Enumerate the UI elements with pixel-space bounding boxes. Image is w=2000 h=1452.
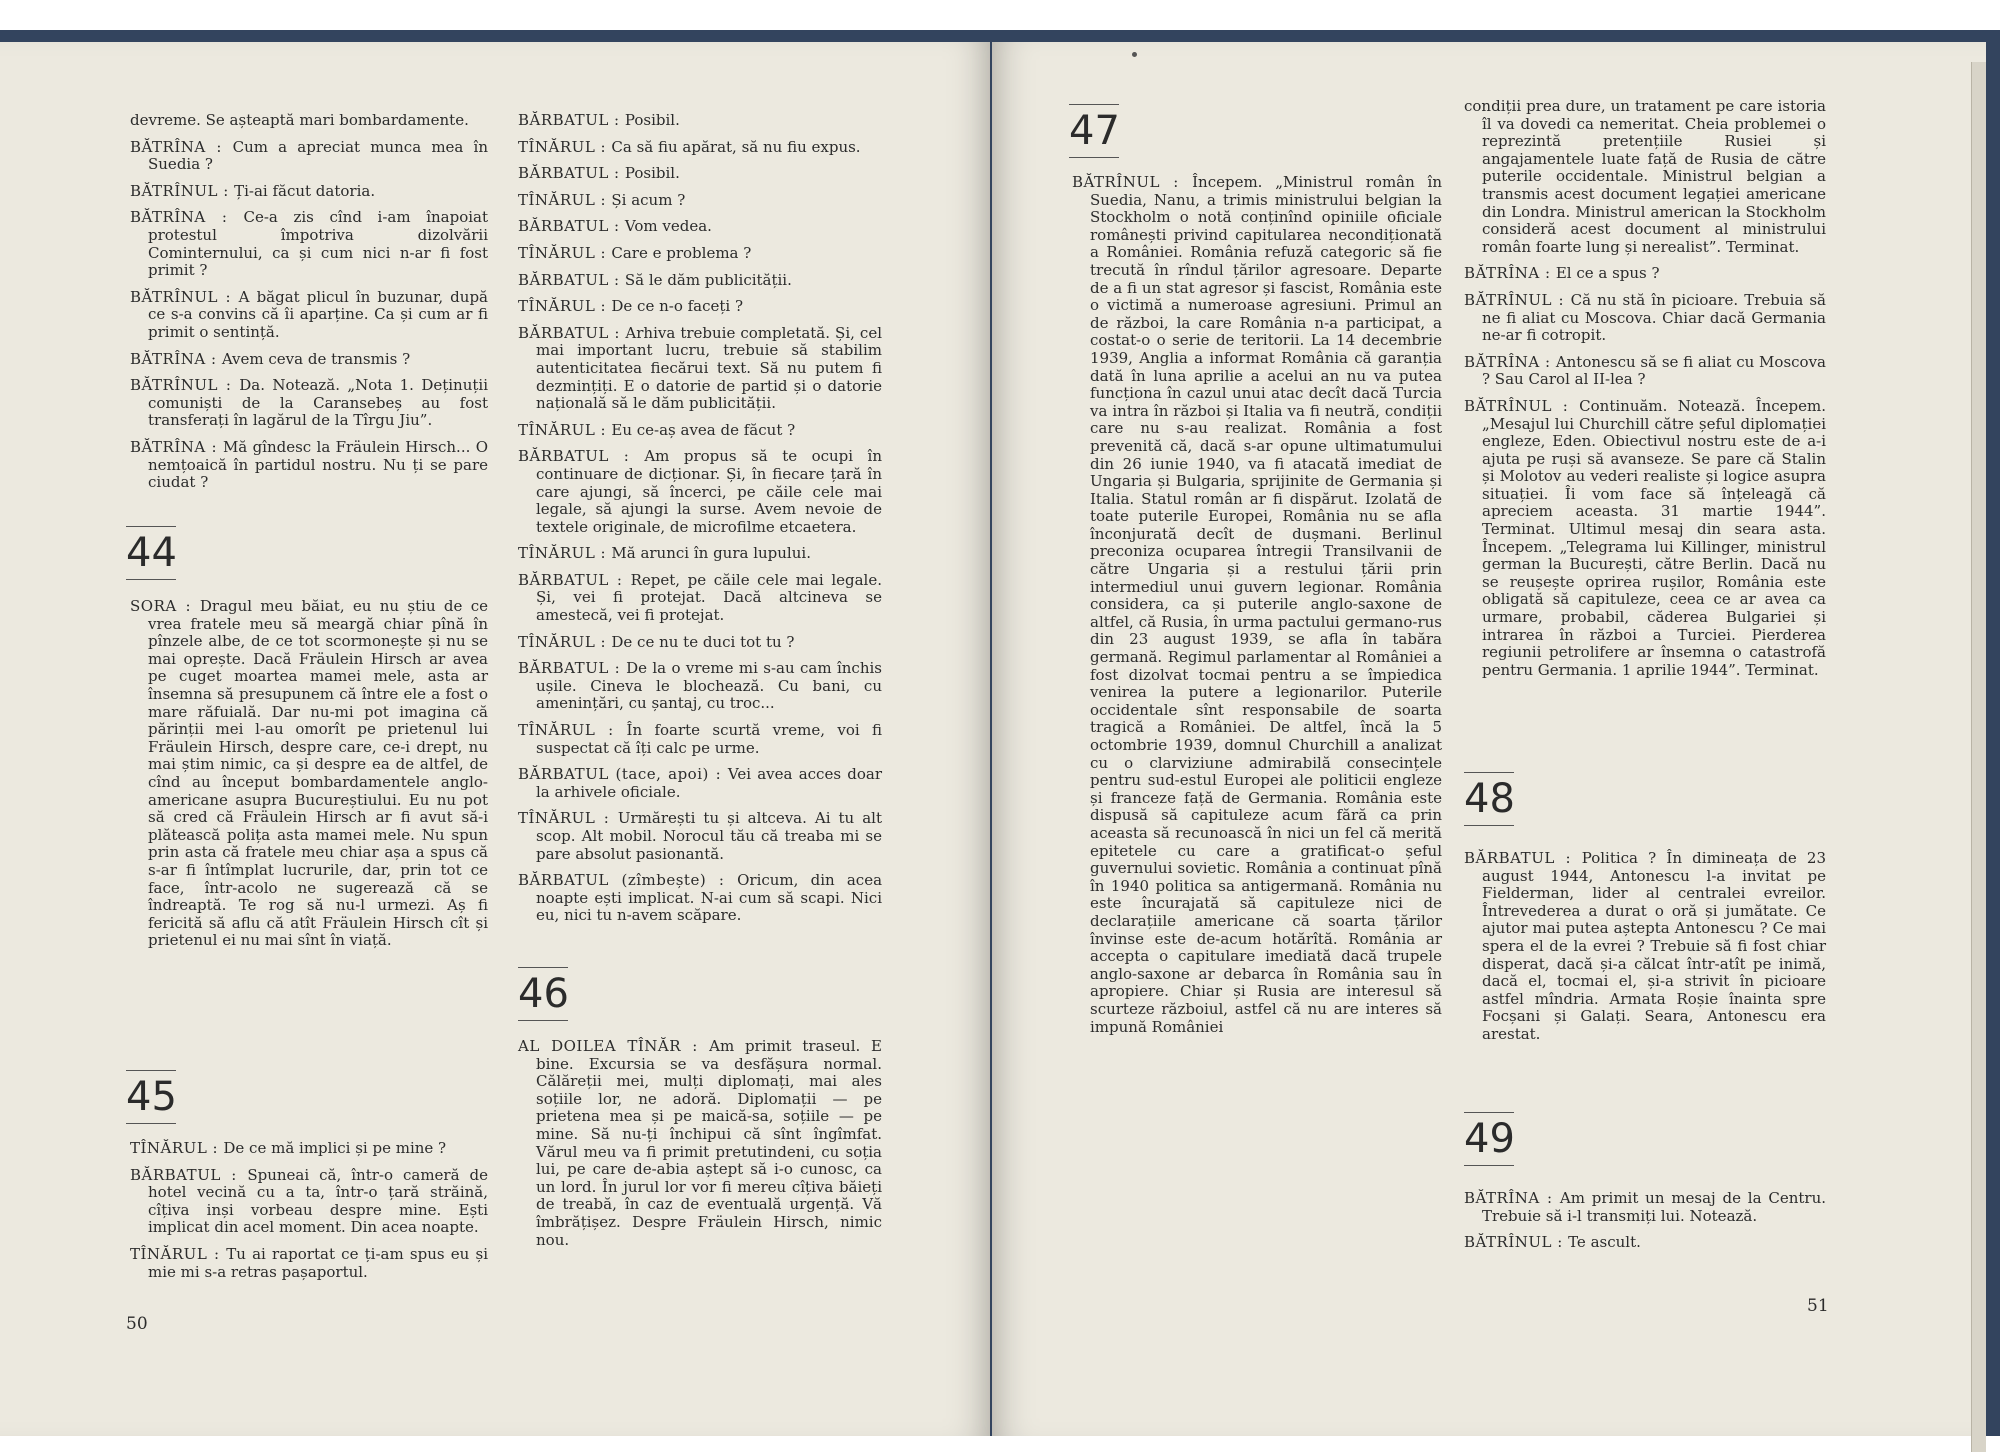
dialogue-text: Am propus să te ocupi în continuare de dicționar. Și, în fiecare țară în care ajungi, să încerci, pe căile cele mai legale, să ajungi la surse. Avem nevoie de textele originale, de microfilme etcaetera. bbox=[536, 447, 883, 536]
dialogue-text: De ce nu te duci tot tu ? bbox=[611, 632, 795, 651]
dialogue-text: Continuăm. Notează. Începem. „Mesajul lui Churchill către șeful diplomației engleze, Eden. Obiectivul nostru este de a-i ajuta pe ruși să avanseze. Se pare că Stalin și Molotov au vederi realiste și logice asupra situației. Îi vom face să înțeleagă că apreciem aceasta. 31 martie 1944”. Terminat. Ultimul mesaj din seara asta. Începem. „Telegrama lui Killinger, ministrul german la București, către Berlin. Dacă nu se reușește oprirea rușilor, România este obligată să capituleze, ceea ce ar avea ca urmare, probabil, căderea Bulgariei și intrarea în război a Turciei. Pierderea regiunii petrolifere ar însemna o catastrofă pentru Germania. 1 aprilie 1944”. Terminat. bbox=[1482, 396, 1826, 679]
dialogue-text: A băgat plicul în buzunar, după ce s-a convins că îi aparține. Ca și cum ar fi primit o sentință. bbox=[148, 287, 488, 341]
dialogue-line bbox=[518, 245, 882, 263]
dialogue-line bbox=[518, 766, 882, 801]
speaker-label: BĂTRÎNA : bbox=[130, 437, 223, 456]
dialogue-line bbox=[130, 377, 488, 430]
dialogue-line bbox=[130, 139, 488, 174]
speaker-label: BĂRBATUL : bbox=[1464, 849, 1582, 867]
dialogue-text: devreme. Se așteaptă mari bombardamente. bbox=[130, 111, 469, 129]
dialogue-text: Am primit traseul. E bine. Excursia se va desfășura normal. Călăreții mei, mulți diplomați, mai ales soțiile lor, ne adoră. Diplomații — pe prietena mea și pe maică-sa, soțiile — pe mine. Să nu-ți închipui că sînt îngîmfat. Vărul meu va fi primit pretutindeni, cu soția lui, pe care de-abia aștept să i-o cunosc, ca un lord. În jurul lor vor fi mereu cîțiva băieți de treabă, în caz de eventuală urgență. Vă îmbrățișez. Despre Fräulein Hirsch, nimic nou. bbox=[536, 1037, 883, 1249]
right-page bbox=[992, 42, 1986, 1436]
speaker-label: BĂRBATUL : bbox=[518, 164, 625, 183]
dialogue-line bbox=[518, 139, 882, 157]
speaker-label: BĂTRÎNA : bbox=[130, 137, 233, 156]
dialogue-text: În foarte scurtă vreme, voi fi suspectat că îți calc pe urme. bbox=[536, 721, 883, 757]
scene-number-48: 48 bbox=[1464, 772, 1514, 826]
dialogue-line bbox=[518, 422, 882, 440]
dialogue-line bbox=[130, 183, 488, 201]
speaker-label: TÎNĂRUL : bbox=[518, 297, 612, 316]
left-col2-top bbox=[518, 112, 882, 925]
dialogue-text: Ca să fiu apărat, să nu fiu expus. bbox=[611, 137, 861, 156]
dialogue-line bbox=[130, 439, 488, 492]
speaker-label: TÎNĂRUL : bbox=[518, 721, 627, 740]
dialogue-line bbox=[1072, 174, 1442, 1036]
dialogue-line bbox=[518, 165, 882, 183]
dialogue-line bbox=[1464, 292, 1826, 345]
dialogue-line bbox=[130, 112, 488, 130]
dialogue-line bbox=[130, 289, 488, 342]
scene-number-44: 44 bbox=[126, 526, 176, 580]
speaker-label: BĂRBATUL : bbox=[130, 1165, 248, 1184]
dialogue-line bbox=[1464, 1190, 1826, 1225]
speaker-label: BĂTRÎNUL : bbox=[1464, 396, 1580, 415]
dialogue-line bbox=[1464, 1234, 1826, 1252]
dialogue-line bbox=[518, 325, 882, 413]
speaker-label: TÎNĂRUL : bbox=[130, 1244, 227, 1263]
dialogue-line bbox=[130, 1246, 488, 1281]
dialogue-line bbox=[1464, 354, 1826, 389]
speaker-label: BĂTRÎNUL : bbox=[130, 376, 240, 395]
speaker-label: BĂRBATUL : bbox=[518, 111, 625, 129]
speaker-label: BĂTRÎNUL : bbox=[130, 287, 239, 306]
dialogue-text: Vom vedea. bbox=[624, 217, 712, 236]
dialogue-text: Arhiva trebuie completată. Și, cel mai important lucru, trebuie să stabilim autenticitatea fiecărui text. Să nu putem fi dezmințiți. E o datorie de partid și o datorie națională să le dăm publicității. bbox=[536, 323, 882, 413]
speaker-label: TÎNĂRUL : bbox=[518, 137, 612, 156]
dialogue-line bbox=[518, 634, 882, 652]
dialogue-line bbox=[518, 192, 882, 210]
dialogue-text: Posibil. bbox=[624, 164, 680, 183]
dialogue-line bbox=[518, 872, 882, 925]
dialogue-line bbox=[1464, 398, 1826, 680]
scene-number-45: 45 bbox=[126, 1070, 176, 1124]
speaker-label: BĂRBATUL (tace, apoi) : bbox=[518, 765, 728, 784]
dialogue-text: Oricum, din acea noapte ești implicat. N-ai cum să scapi. Nici eu, nici tu n-avem scăpare. bbox=[536, 871, 883, 925]
dialogue-line bbox=[130, 351, 488, 369]
dialogue-text: Ți-ai făcut datoria. bbox=[234, 181, 376, 200]
speaker-label: BĂTRÎNUL : bbox=[1464, 1233, 1569, 1252]
dialogue-text: El ce a spus ? bbox=[1555, 264, 1660, 283]
dialogue-text: Cum a apreciat munca mea în Suedia ? bbox=[148, 137, 489, 174]
speaker-label: BĂRBATUL : bbox=[518, 659, 627, 678]
speaker-label: TÎNĂRUL : bbox=[130, 1139, 224, 1157]
speaker-label: BĂTRÎNUL : bbox=[1464, 290, 1571, 309]
dialogue-text: Antonescu să se fi aliat cu Moscova ? Sau Carol al II-lea ? bbox=[1482, 352, 1826, 389]
scene-number-46: 46 bbox=[518, 967, 568, 1021]
dialogue-line bbox=[130, 209, 488, 279]
speaker-label: TÎNĂRUL : bbox=[518, 243, 612, 262]
dialogue-line bbox=[518, 272, 882, 290]
dialogue-line bbox=[518, 448, 882, 536]
dialogue-text: Dragul meu băiat, eu nu știu de ce vrea fratele meu să meargă chiar pînă în pînzele albe, de ce tot scormonește și nu se mai oprește. Dacă Fräulein Hirsch ar avea pe cuget moartea mamei mele, asta ar însemna să presupunem că între ele a fost o mare răfuială. Dar nu-mi pot imagina că părinții mei l-au omorît pe prietenul lui Fräulein Hirsch, despre care, ce-i drept, nu mai știm nimic, ca și despre ea de altfel, de cînd au început bombardamentele anglo-americane asupra Bucureștiului. Eu nu pot să cred că Fräulein Hirsch ar fi avut să-i plătească polița asta mamei mele. Nu spun prin asta că fratele meu chiar așa a spus că s-ar fi întîmplat lucrurile, dar, prin tot ce face, într-acolo ne sugerează că se îndreaptă. Te rog să nu-l urmezi. Aș fi fericită să aflu că atît Fräulein Hirsch cît și prietenul ei nu mai sînt în viață. bbox=[148, 597, 489, 950]
dialogue-text: Am primit un mesaj de la Centru. Trebuie să i-l transmiți lui. Notează. bbox=[1482, 1189, 1826, 1225]
speaker-label: BĂRBATUL : bbox=[518, 323, 626, 342]
speaker-label: AL DOILEA TÎNĂR : bbox=[518, 1037, 710, 1055]
speaker-label: BĂRBATUL : bbox=[518, 447, 645, 466]
dialogue-text: De ce n-o faceți ? bbox=[611, 297, 744, 316]
page-number-right: 51 bbox=[1807, 1296, 1829, 1316]
left-col1-top bbox=[130, 112, 488, 492]
dialogue-text: Mă arunci în gura lupului. bbox=[611, 544, 811, 563]
dialogue-text: Care e problema ? bbox=[611, 243, 752, 262]
dialogue-line bbox=[518, 660, 882, 713]
speaker-label: TÎNĂRUL : bbox=[518, 809, 618, 828]
dialogue-text: Eu ce-aș avea de făcut ? bbox=[611, 420, 796, 439]
dialogue-text: condiții prea dure, un tratament pe care istoria îl va dovedi ca nemeritat. Cheia problemei o reprezintă pretențiile Rusiei și angajamentele luate față de Rusia de către puterile occidentale. Ministrul belgian a transmis acest document legației americane din Londra. Ministrul american la Stockholm consideră acest document al ministrului român foarte lung și nerealist”. Terminat. bbox=[1464, 97, 1826, 256]
speaker-label: BĂRBATUL : bbox=[518, 570, 631, 589]
page-number-left: 50 bbox=[126, 1314, 148, 1334]
left-col1-scene-44 bbox=[130, 598, 488, 950]
dialogue-line bbox=[518, 722, 882, 757]
dialogue-line bbox=[1464, 850, 1826, 1044]
dialogue-line bbox=[130, 1167, 488, 1237]
dialogue-text: De ce mă implici și pe mine ? bbox=[223, 1139, 447, 1157]
dialogue-text: Posibil. bbox=[624, 111, 680, 129]
dialogue-text: Să le dăm publicității. bbox=[624, 270, 792, 289]
dialogue-text: Începem. „Ministrul român în Suedia, Nanu, a trimis ministrului belgian la Stockholm o notă conținînd opiniile oficiale românești privind capitularea necondiționată a României. România refuză categoric să fie trecută în rîndul țărilor agresoare. Departe de a fi un stat agresor și fascist, România este o victimă a numeroase agresiuni. Primul an de război, la care România n-a participat, a costat-o o serie de teritorii. La 14 decembrie 1939, Anglia a informat România că garanția dată în luna aprilie a acelui an nu va putea funcționa în cazul unui atac decît dacă Turcia va intra în război și Italia va fi neutră, condiții care nu s-au realizat. România a fost prevenită că, dacă s-ar opune ultimatumului din 26 iunie 1940, va fi atacată imediat de Ungaria și Bulgaria, sprijinite de Germania și Italia. Statul român ar fi dispărut. Izolată de toate puterile Europei, România nu se afla înconjurată decît de dușmani. Berlinul preconiza ocuparea întregii Transilvanii de către Ungaria și a restului țării prin intermediul unui guvern legionar. România considera, ca și puterile anglo-saxone de altfel, că Rusia, în urma pactului germano-rus din 23 august 1939, se afla în tabăra germană. Regimul parlamentar al României a fost dizolvat tocmai pentru a se împiedica venirea la putere a legionarilor. Puterile occidentale sînt responsabile de soarta tragică a României. De altfel, încă la 5 octombrie 1939, domnul Churchill a analizat cu o clarviziune admirabilă consecințele pentru sud-estul Europei ale politicii engleze și franceze față de Germania. România este dispusă să capituleze acum fără ca prin aceasta să recunoască în nici un fel că merită epitetele cu care a gratificat-o șeful guvernului sovietic. România a continuat pînă în 1940 politica sa antigermană. România nu este încurajată să capituleze nici de declarațiile americane că soarta țărilor învinse este de-acum hotărîtă. România ar accepta o capitulare imediată dacă trupele anglo-saxone ar debarca în România sau în apropiere. Chiar și Rusia are interesul să scurteze războiul, astfel că nu are interes să impună României bbox=[1090, 173, 1443, 1036]
right-col2-top bbox=[1464, 98, 1826, 679]
dialogue-line bbox=[1464, 98, 1826, 256]
dialogue-line bbox=[1464, 265, 1826, 283]
page-edges bbox=[1971, 62, 1986, 1452]
speaker-label: BĂTRÎNA : bbox=[130, 208, 244, 227]
dialogue-text: Te ascult. bbox=[1568, 1233, 1641, 1252]
speaker-label: BĂTRÎNA : bbox=[1464, 264, 1556, 283]
dialogue-text: Urmărești tu și altceva. Ai tu alt scop. Alt mobil. Norocul tău că treaba mi se pare absolut pasionantă. bbox=[536, 809, 882, 863]
speaker-label: BĂRBATUL : bbox=[518, 217, 625, 236]
speaker-label: BĂTRÎNA : bbox=[130, 349, 222, 368]
dialogue-text: Și acum ? bbox=[611, 190, 686, 209]
dialogue-line bbox=[518, 112, 882, 130]
speaker-label: TÎNĂRUL : bbox=[518, 544, 612, 563]
speaker-label: BĂRBATUL : bbox=[518, 270, 625, 289]
speaker-label: TÎNĂRUL : bbox=[518, 190, 612, 209]
scene-number-49: 49 bbox=[1464, 1112, 1514, 1166]
dialogue-line bbox=[518, 545, 882, 563]
dialogue-text: Spuneai că, într-o cameră de hotel vecină cu a ta, într-o țară străină, cîțiva inși vorbeau despre mine. Ești implicat din acel moment. Din acea noapte. bbox=[148, 1165, 488, 1237]
speaker-label: TÎNĂRUL : bbox=[518, 420, 612, 439]
dialogue-line bbox=[518, 1038, 882, 1249]
left-col1-scene-45 bbox=[130, 1140, 488, 1281]
dialogue-text: Da. Notează. „Nota 1. Deținuții comuniști de la Caransebeș au fost transferați în lagărul de la Tîrgu Jiu”. bbox=[148, 376, 488, 430]
speaker-label: BĂTRÎNA : bbox=[1464, 352, 1556, 371]
right-col1-scene-47 bbox=[1072, 174, 1442, 1036]
speaker-label: BĂTRÎNUL : bbox=[1072, 173, 1193, 191]
dialogue-line bbox=[518, 572, 882, 625]
dialogue-line bbox=[130, 1140, 488, 1158]
left-page bbox=[0, 42, 990, 1436]
speaker-label: BĂTRÎNA : bbox=[1464, 1189, 1560, 1207]
right-col2-scene-49 bbox=[1464, 1190, 1826, 1252]
book-spread bbox=[0, 30, 2000, 1436]
dialogue-text: Avem ceva de transmis ? bbox=[221, 349, 411, 368]
speaker-label: SORA : bbox=[130, 597, 200, 615]
left-col2-scene-46 bbox=[518, 1038, 882, 1249]
dialogue-text: Tu ai raportat ce ți-am spus eu și mie mi s-a retras pașaportul. bbox=[148, 1244, 489, 1281]
dialogue-text: De la o vreme mi s-au cam închis ușile. Cineva le blochează. Cu bani, cu amenințări, cu șantaj, cu troc... bbox=[536, 659, 882, 713]
dialogue-line bbox=[130, 598, 488, 950]
speaker-label: BĂTRÎNUL : bbox=[130, 181, 235, 200]
dialogue-line bbox=[518, 298, 882, 316]
dialogue-line bbox=[518, 810, 882, 863]
right-col2-scene-48 bbox=[1464, 850, 1826, 1044]
dialogue-text: Repet, pe căile cele mai legale. Și, vei fi protejat. Dacă altcineva se amestecă, vei fi protejat. bbox=[536, 570, 882, 625]
dialogue-line bbox=[518, 218, 882, 236]
dialogue-text: Mă gîndesc la Fräulein Hirsch... O nemțoaică în partidul nostru. Nu ți se pare ciudat ? bbox=[148, 437, 488, 492]
speaker-label: BĂRBATUL (zîmbește) : bbox=[518, 871, 738, 890]
dialogue-text: Că nu stă în picioare. Trebuia să ne fi aliat cu Moscova. Chiar dacă Germania ne-ar fi cotropit. bbox=[1482, 290, 1826, 345]
scene-number-47: 47 bbox=[1069, 104, 1119, 158]
dialogue-text: Ce-a zis cînd i-am înapoiat protestul împotriva dizolvării Cominternului, ca și cum nici n-ar fi fost primit ? bbox=[148, 208, 488, 280]
page-speck bbox=[1132, 52, 1137, 57]
speaker-label: TÎNĂRUL : bbox=[518, 632, 612, 651]
dialogue-text: Vei avea acces doar la arhivele oficiale. bbox=[536, 765, 882, 801]
dialogue-text: Politica ? În dimineața de 23 august 1944, Antonescu l-a invitat pe Fielderman, lider al centralei evreilor. Întrevederea a durat o oră și jumătate. Ce ajutor mai putea aștepta Antonescu ? Ce mai spera el de la evrei ? Trebuie să fi fost chiar disperat, dacă și-a călcat într-atît pe inimă, dacă el, tocmai el, și-a strivit în picioare astfel mîndria. Armata Roșie înainta spre Focșani și Galați. Seara, Antonescu era arestat. bbox=[1482, 849, 1826, 1043]
